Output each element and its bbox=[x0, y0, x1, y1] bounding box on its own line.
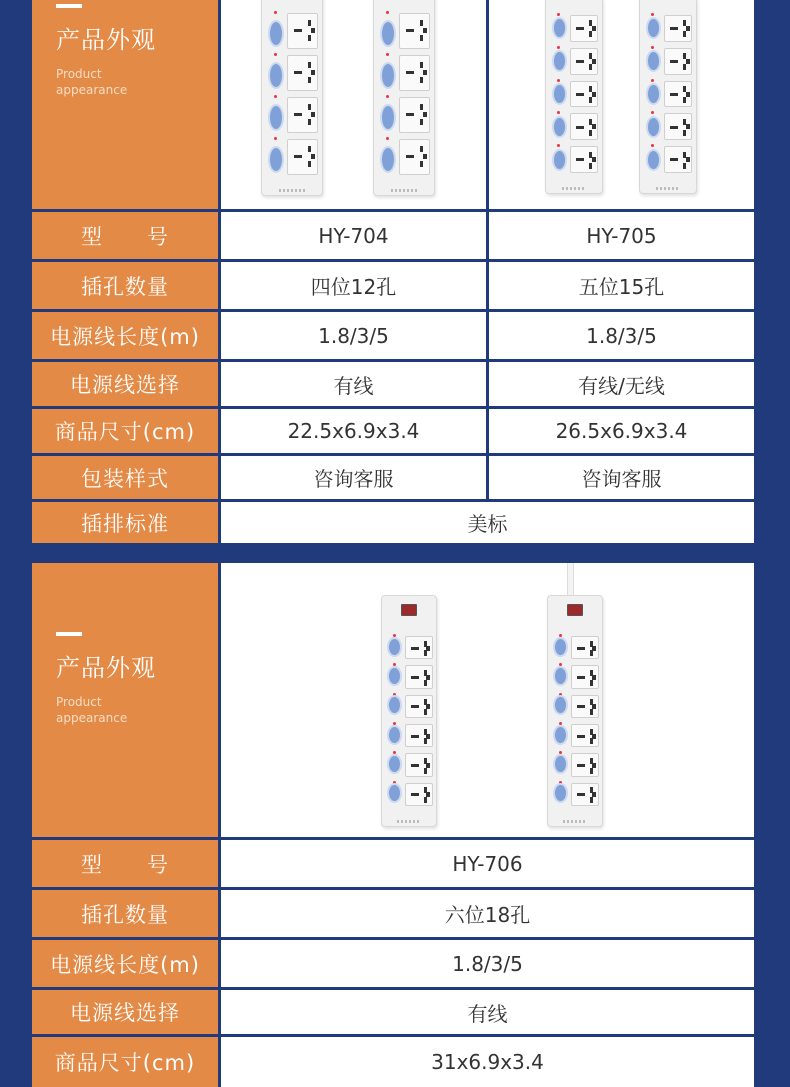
socket-outlet bbox=[664, 113, 693, 140]
socket-pin-hole bbox=[308, 146, 311, 152]
product-photos bbox=[221, 563, 754, 837]
socket-switch-button bbox=[268, 146, 284, 173]
accent-bar bbox=[56, 632, 82, 636]
socket-switch-button bbox=[646, 50, 661, 72]
indicator-light bbox=[651, 13, 654, 16]
socket-switch-button bbox=[646, 17, 661, 39]
socket-pin-hole bbox=[590, 738, 593, 744]
strip-vent bbox=[391, 189, 417, 192]
product-photo-hy704 bbox=[221, 0, 486, 209]
power-strip-image bbox=[373, 0, 435, 196]
appearance-row bbox=[32, 0, 754, 209]
socket-outlet bbox=[399, 13, 430, 49]
socket-pin-hole bbox=[683, 163, 686, 169]
socket-pin-hole bbox=[683, 97, 686, 103]
row-label: 包装样式 bbox=[32, 456, 218, 499]
socket-pin-hole bbox=[420, 161, 423, 167]
socket-switch-button bbox=[552, 50, 567, 72]
socket-switch-button bbox=[387, 754, 402, 774]
spec-row-sockets bbox=[32, 262, 754, 309]
row-value: HY-705 bbox=[489, 212, 754, 259]
socket-outlet bbox=[405, 753, 433, 776]
appearance-label bbox=[32, 563, 218, 837]
socket-pin-hole bbox=[414, 647, 419, 650]
indicator-light bbox=[386, 95, 389, 98]
socket-outlet bbox=[571, 636, 599, 659]
socket-pin-hole bbox=[673, 27, 678, 30]
spec-row-cord-option bbox=[32, 362, 754, 406]
row-label: 型 号 bbox=[32, 212, 218, 259]
socket-outlet bbox=[570, 146, 599, 173]
socket-switch-button bbox=[553, 725, 568, 745]
power-switch bbox=[401, 604, 417, 616]
socket-pin-hole bbox=[686, 59, 690, 64]
row-value: 有线 bbox=[221, 990, 754, 1034]
socket-switch-button bbox=[268, 62, 284, 89]
socket-outlet bbox=[664, 48, 693, 75]
row-label: 商品尺寸(cm) bbox=[32, 409, 218, 453]
socket-pin-hole bbox=[409, 71, 414, 74]
spec-row-standard bbox=[32, 502, 754, 543]
socket-pin-hole bbox=[409, 113, 414, 116]
socket-outlet bbox=[571, 724, 599, 747]
socket-outlet bbox=[287, 55, 318, 91]
socket-pin-hole bbox=[414, 764, 419, 767]
socket-pin-hole bbox=[297, 113, 302, 116]
row-label: 插孔数量 bbox=[32, 262, 218, 309]
appearance-title: 产品外观 bbox=[56, 26, 156, 54]
power-switch bbox=[567, 604, 583, 616]
socket-pin-hole bbox=[424, 680, 427, 686]
socket-pin-hole bbox=[426, 734, 430, 739]
indicator-light bbox=[386, 53, 389, 56]
row-label: 商品尺寸(cm) bbox=[32, 1037, 218, 1087]
socket-switch-button bbox=[380, 146, 396, 173]
socket-pin-hole bbox=[686, 26, 690, 31]
socket-pin-hole bbox=[426, 792, 430, 797]
socket-switch-button bbox=[553, 695, 568, 715]
indicator-light bbox=[557, 144, 560, 147]
row-value: 1.8/3/5 bbox=[221, 940, 754, 987]
row-value: 1.8/3/5 bbox=[221, 312, 486, 359]
indicator-light bbox=[557, 79, 560, 82]
socket-pin-hole bbox=[592, 704, 596, 709]
appearance-title: 产品外观 bbox=[56, 654, 156, 682]
row-label: 电源线长度(m) bbox=[32, 312, 218, 359]
socket-outlet bbox=[570, 113, 599, 140]
socket-pin-hole bbox=[308, 104, 311, 110]
socket-pin-hole bbox=[580, 793, 585, 796]
socket-pin-hole bbox=[426, 675, 430, 680]
socket-outlet bbox=[571, 695, 599, 718]
row-value: 22.5x6.9x3.4 bbox=[221, 409, 486, 453]
socket-pin-hole bbox=[673, 158, 678, 161]
indicator-light bbox=[274, 53, 277, 56]
socket-pin-hole bbox=[311, 28, 315, 33]
appearance-row bbox=[32, 563, 754, 837]
socket-switch-button bbox=[268, 104, 284, 131]
socket-pin-hole bbox=[580, 647, 585, 650]
row-value: 美标 bbox=[221, 502, 754, 543]
socket-pin-hole bbox=[589, 31, 592, 37]
socket-switch-button bbox=[268, 20, 284, 47]
strip-vent bbox=[563, 820, 587, 823]
socket-switch-button bbox=[646, 149, 661, 171]
socket-pin-hole bbox=[424, 650, 427, 656]
socket-pin-hole bbox=[297, 29, 302, 32]
socket-pin-hole bbox=[592, 763, 596, 768]
socket-pin-hole bbox=[683, 130, 686, 136]
socket-outlet bbox=[287, 139, 318, 175]
indicator-light bbox=[651, 144, 654, 147]
spec-row-model bbox=[32, 212, 754, 259]
socket-pin-hole bbox=[590, 768, 593, 774]
socket-switch-button bbox=[387, 725, 402, 745]
socket-pin-hole bbox=[580, 764, 585, 767]
socket-pin-hole bbox=[683, 31, 686, 37]
socket-outlet bbox=[287, 13, 318, 49]
socket-pin-hole bbox=[673, 126, 678, 129]
socket-switch-button bbox=[552, 17, 567, 39]
socket-outlet bbox=[405, 783, 433, 806]
socket-switch-button bbox=[387, 666, 402, 686]
accent-bar bbox=[56, 4, 82, 8]
socket-outlet bbox=[405, 695, 433, 718]
row-label: 型 号 bbox=[32, 840, 218, 887]
socket-outlet bbox=[570, 15, 599, 42]
row-label: 电源线选择 bbox=[32, 362, 218, 406]
socket-pin-hole bbox=[673, 93, 678, 96]
socket-pin-hole bbox=[308, 119, 311, 125]
spec-table-1 bbox=[32, 0, 754, 543]
socket-pin-hole bbox=[580, 676, 585, 679]
power-strip-image bbox=[261, 0, 323, 196]
socket-outlet bbox=[287, 97, 318, 133]
socket-pin-hole bbox=[579, 93, 584, 96]
socket-pin-hole bbox=[673, 60, 678, 63]
socket-switch-button bbox=[387, 695, 402, 715]
socket-pin-hole bbox=[414, 676, 419, 679]
socket-outlet bbox=[405, 665, 433, 688]
socket-pin-hole bbox=[423, 154, 427, 159]
row-value: 1.8/3/5 bbox=[489, 312, 754, 359]
socket-outlet bbox=[571, 753, 599, 776]
socket-pin-hole bbox=[592, 92, 596, 97]
power-cord-image bbox=[567, 563, 574, 597]
socket-pin-hole bbox=[589, 97, 592, 103]
socket-pin-hole bbox=[592, 26, 596, 31]
socket-pin-hole bbox=[423, 112, 427, 117]
power-strip-image bbox=[547, 595, 603, 827]
socket-outlet bbox=[405, 636, 433, 659]
row-value: 咨询客服 bbox=[489, 456, 754, 499]
socket-pin-hole bbox=[592, 675, 596, 680]
row-value: 咨询客服 bbox=[221, 456, 486, 499]
socket-pin-hole bbox=[424, 768, 427, 774]
appearance-label bbox=[32, 0, 218, 209]
socket-pin-hole bbox=[414, 793, 419, 796]
socket-pin-hole bbox=[579, 60, 584, 63]
row-label: 电源线长度(m) bbox=[32, 940, 218, 987]
socket-pin-hole bbox=[308, 161, 311, 167]
socket-pin-hole bbox=[409, 29, 414, 32]
socket-pin-hole bbox=[424, 738, 427, 744]
socket-switch-button bbox=[552, 116, 567, 138]
indicator-light bbox=[651, 46, 654, 49]
socket-pin-hole bbox=[308, 35, 311, 41]
socket-pin-hole bbox=[589, 130, 592, 136]
socket-outlet bbox=[664, 146, 693, 173]
row-value: 31x6.9x3.4 bbox=[221, 1037, 754, 1087]
socket-pin-hole bbox=[420, 146, 423, 152]
appearance-subtitle: Product appearance bbox=[56, 695, 128, 725]
socket-pin-hole bbox=[590, 680, 593, 686]
indicator-light bbox=[651, 111, 654, 114]
socket-switch-button bbox=[387, 783, 402, 803]
product-photo-hy705 bbox=[486, 0, 754, 209]
spec-row-cord-length bbox=[32, 940, 754, 987]
socket-pin-hole bbox=[592, 59, 596, 64]
socket-outlet bbox=[664, 81, 693, 108]
socket-pin-hole bbox=[426, 763, 430, 768]
indicator-light bbox=[386, 137, 389, 140]
spec-row-size bbox=[32, 409, 754, 453]
socket-switch-button bbox=[552, 149, 567, 171]
socket-pin-hole bbox=[297, 71, 302, 74]
socket-pin-hole bbox=[579, 126, 584, 129]
socket-pin-hole bbox=[420, 77, 423, 83]
strip-vent bbox=[397, 820, 421, 823]
socket-pin-hole bbox=[424, 709, 427, 715]
spec-table-2 bbox=[32, 563, 754, 1087]
row-value: 四位12孔 bbox=[221, 262, 486, 309]
socket-pin-hole bbox=[686, 157, 690, 162]
socket-pin-hole bbox=[590, 650, 593, 656]
socket-switch-button bbox=[380, 104, 396, 131]
indicator-light bbox=[557, 111, 560, 114]
socket-outlet bbox=[399, 97, 430, 133]
socket-pin-hole bbox=[308, 62, 311, 68]
socket-switch-button bbox=[387, 637, 402, 657]
socket-pin-hole bbox=[423, 70, 427, 75]
strip-vent bbox=[279, 189, 305, 192]
indicator-light bbox=[557, 46, 560, 49]
socket-pin-hole bbox=[683, 64, 686, 70]
spec-row-sockets bbox=[32, 890, 754, 937]
socket-pin-hole bbox=[297, 155, 302, 158]
indicator-light bbox=[651, 79, 654, 82]
socket-pin-hole bbox=[311, 112, 315, 117]
product-photos bbox=[221, 0, 754, 209]
spec-row-packaging bbox=[32, 456, 754, 499]
socket-pin-hole bbox=[592, 792, 596, 797]
row-label: 插排标准 bbox=[32, 502, 218, 543]
row-value: 六位18孔 bbox=[221, 890, 754, 937]
socket-pin-hole bbox=[409, 155, 414, 158]
socket-pin-hole bbox=[592, 646, 596, 651]
socket-switch-button bbox=[380, 62, 396, 89]
socket-pin-hole bbox=[420, 35, 423, 41]
socket-pin-hole bbox=[579, 158, 584, 161]
socket-pin-hole bbox=[592, 124, 596, 129]
socket-outlet bbox=[571, 783, 599, 806]
spec-row-size bbox=[32, 1037, 754, 1087]
socket-pin-hole bbox=[420, 62, 423, 68]
row-value: HY-704 bbox=[221, 212, 486, 259]
socket-switch-button bbox=[646, 83, 661, 105]
socket-pin-hole bbox=[426, 704, 430, 709]
socket-pin-hole bbox=[311, 154, 315, 159]
indicator-light bbox=[274, 11, 277, 14]
socket-pin-hole bbox=[420, 20, 423, 26]
power-strip-image bbox=[381, 595, 437, 827]
socket-pin-hole bbox=[420, 119, 423, 125]
socket-pin-hole bbox=[414, 705, 419, 708]
socket-pin-hole bbox=[311, 70, 315, 75]
socket-outlet bbox=[570, 81, 599, 108]
spec-row-model bbox=[32, 840, 754, 887]
row-value: HY-706 bbox=[221, 840, 754, 887]
socket-pin-hole bbox=[424, 797, 427, 803]
socket-pin-hole bbox=[686, 92, 690, 97]
socket-pin-hole bbox=[590, 797, 593, 803]
socket-pin-hole bbox=[592, 734, 596, 739]
socket-pin-hole bbox=[308, 20, 311, 26]
socket-pin-hole bbox=[580, 735, 585, 738]
strip-vent bbox=[656, 187, 681, 190]
socket-pin-hole bbox=[423, 28, 427, 33]
socket-outlet bbox=[399, 55, 430, 91]
socket-pin-hole bbox=[426, 646, 430, 651]
socket-pin-hole bbox=[420, 104, 423, 110]
socket-pin-hole bbox=[579, 27, 584, 30]
socket-pin-hole bbox=[414, 735, 419, 738]
socket-outlet bbox=[664, 15, 693, 42]
strip-vent bbox=[562, 187, 587, 190]
row-value: 26.5x6.9x3.4 bbox=[489, 409, 754, 453]
indicator-light bbox=[386, 11, 389, 14]
product-photo-hy706 bbox=[221, 563, 754, 837]
socket-pin-hole bbox=[590, 709, 593, 715]
indicator-light bbox=[274, 137, 277, 140]
socket-switch-button bbox=[553, 637, 568, 657]
row-label: 插孔数量 bbox=[32, 890, 218, 937]
socket-switch-button bbox=[552, 83, 567, 105]
socket-outlet bbox=[570, 48, 599, 75]
row-label: 电源线选择 bbox=[32, 990, 218, 1034]
row-value: 五位15孔 bbox=[489, 262, 754, 309]
spec-row-cord-length bbox=[32, 312, 754, 359]
socket-pin-hole bbox=[308, 77, 311, 83]
spec-row-cord-option bbox=[32, 990, 754, 1034]
socket-switch-button bbox=[553, 783, 568, 803]
socket-outlet bbox=[571, 665, 599, 688]
socket-switch-button bbox=[646, 116, 661, 138]
socket-pin-hole bbox=[686, 124, 690, 129]
power-strip-image bbox=[545, 0, 603, 194]
indicator-light bbox=[274, 95, 277, 98]
socket-switch-button bbox=[553, 666, 568, 686]
socket-outlet bbox=[405, 724, 433, 747]
row-value: 有线 bbox=[221, 362, 486, 406]
socket-pin-hole bbox=[592, 157, 596, 162]
socket-outlet bbox=[399, 139, 430, 175]
socket-pin-hole bbox=[589, 64, 592, 70]
appearance-subtitle: Product appearance bbox=[56, 67, 128, 97]
indicator-light bbox=[557, 13, 560, 16]
socket-switch-button bbox=[553, 754, 568, 774]
row-value: 有线/无线 bbox=[489, 362, 754, 406]
socket-switch-button bbox=[380, 20, 396, 47]
socket-pin-hole bbox=[589, 163, 592, 169]
power-strip-image bbox=[639, 0, 697, 194]
socket-pin-hole bbox=[580, 705, 585, 708]
